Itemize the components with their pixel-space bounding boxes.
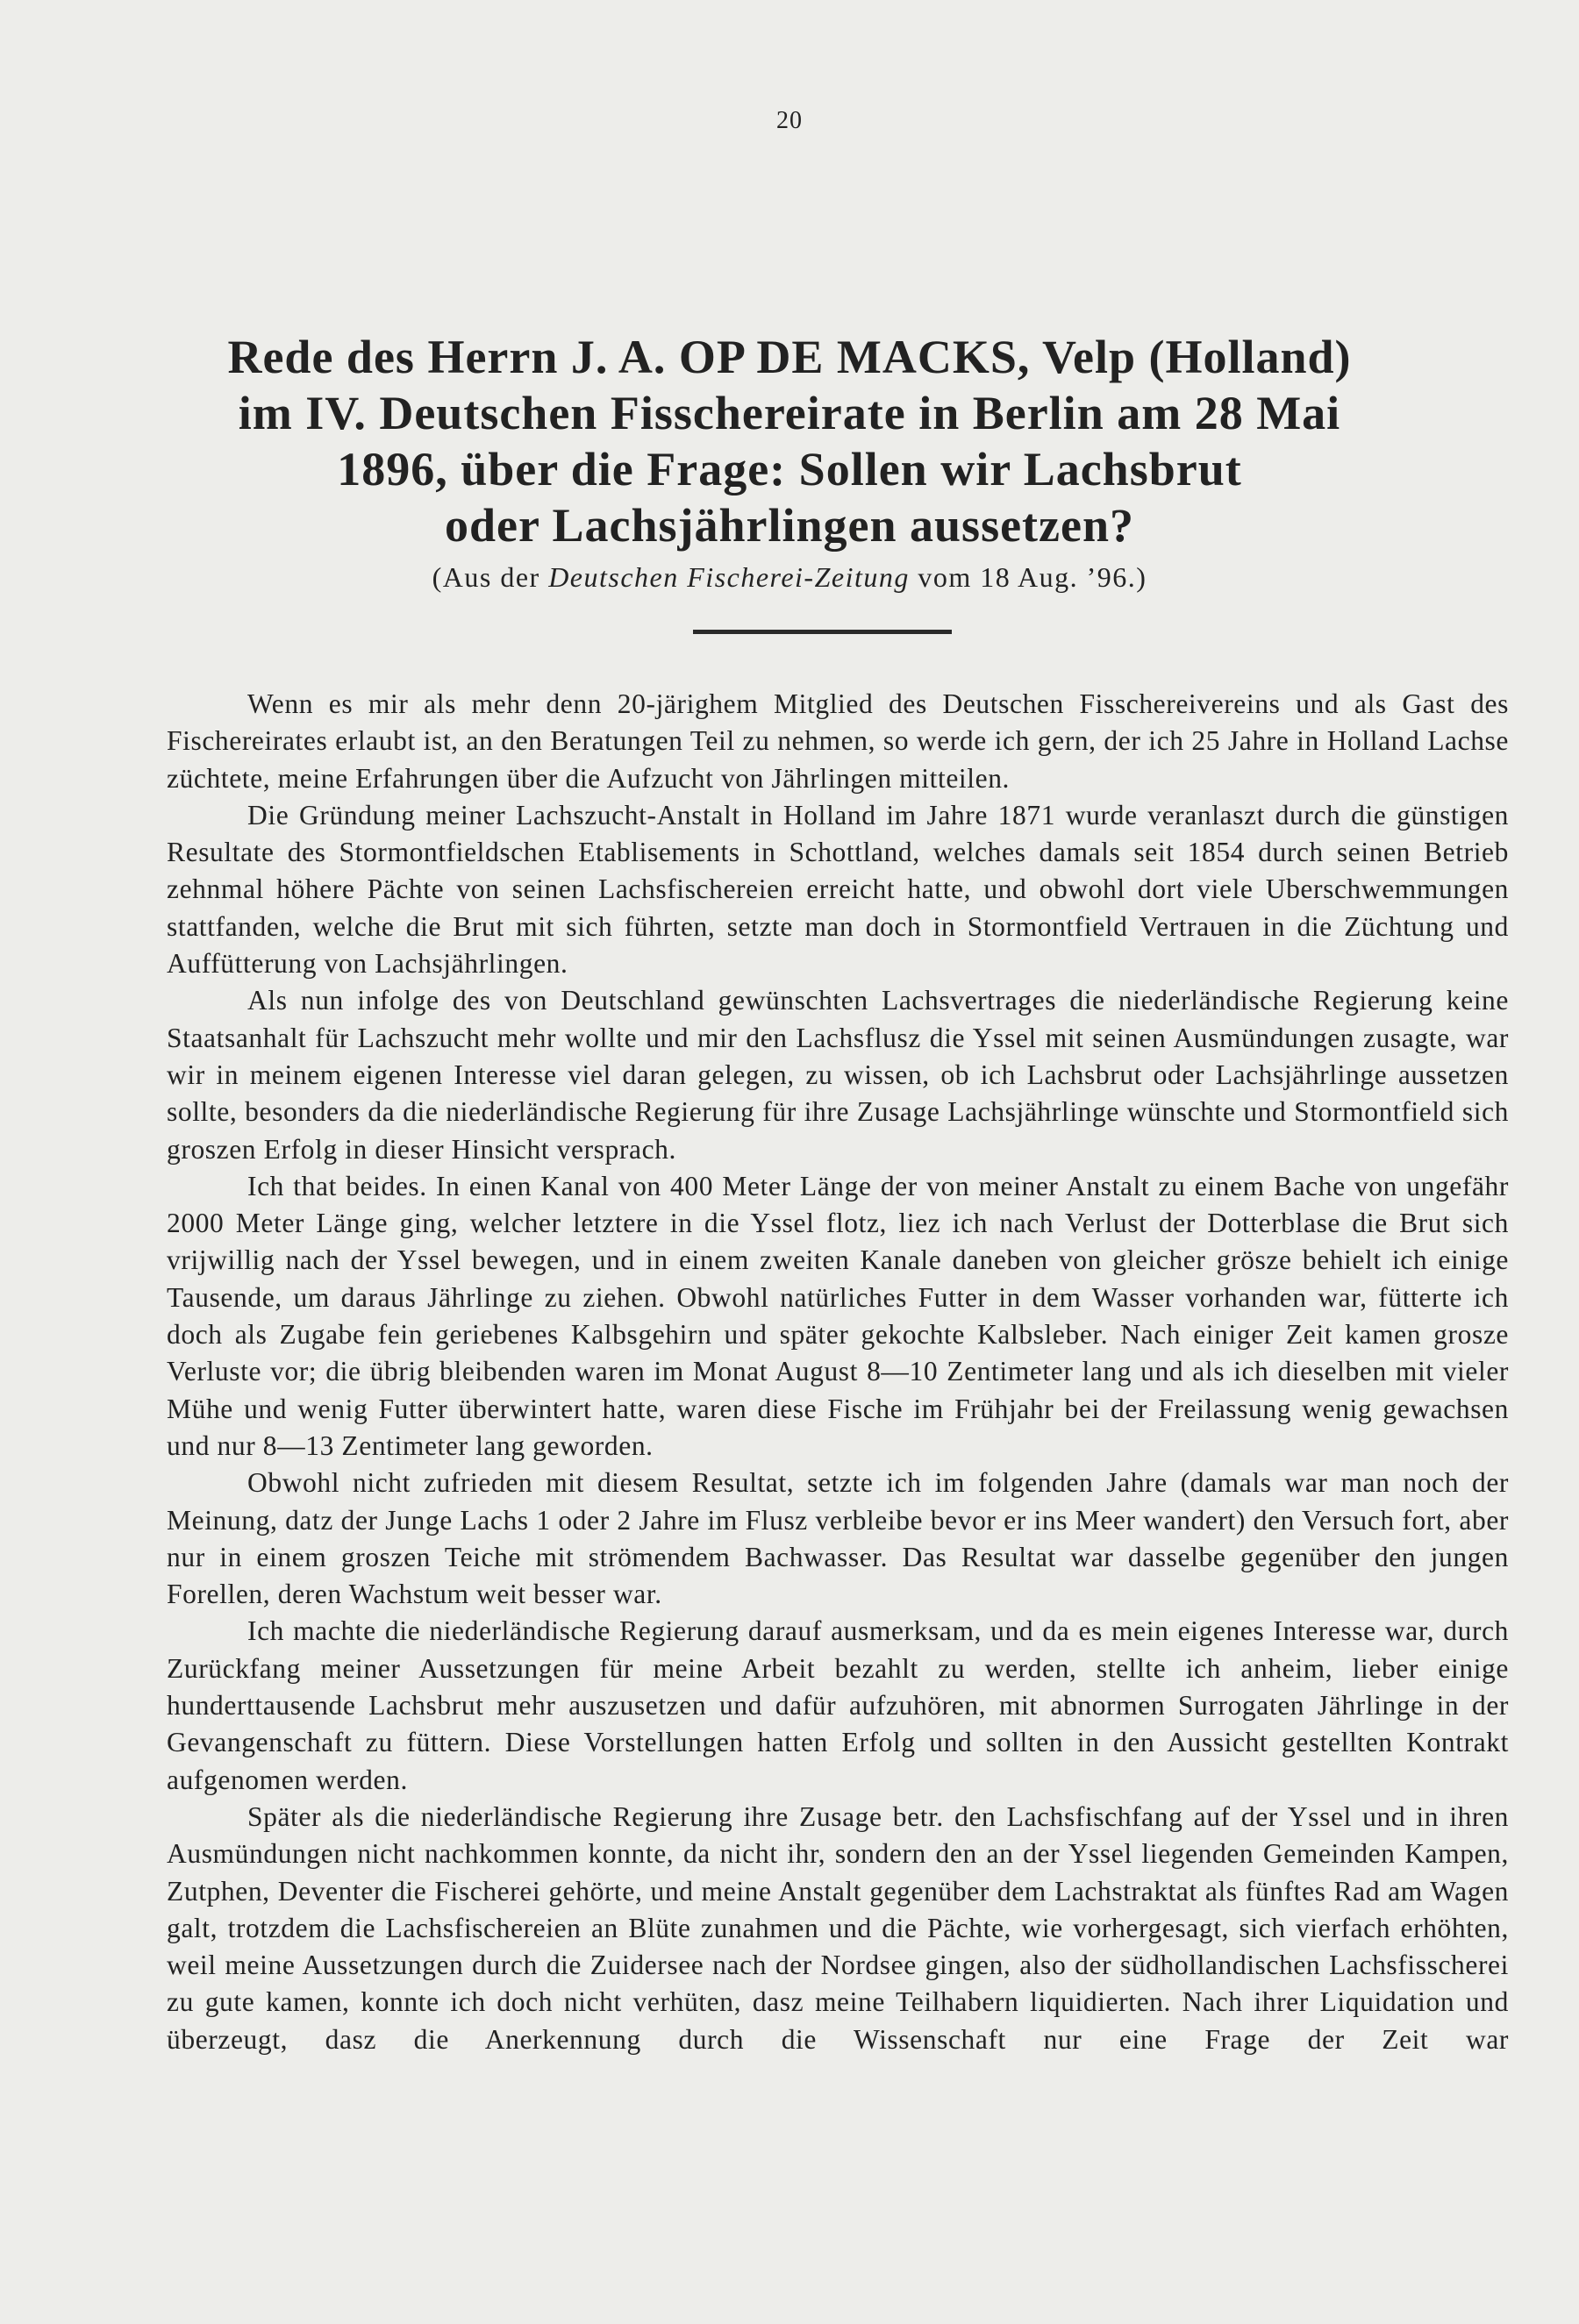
source-suffix: vom 18 Aug. ’96.): [918, 561, 1147, 593]
source-citation: [0, 561, 1579, 594]
paragraph: Die Gründung meiner Lachszucht-Anstalt in Holland im Jahre 1871 wurde veranlaszt durch die günstigen Resultate des Stormontfieldschen Etablisements in Schottland, welches damals seit 1854 durch seinen Betrieb zehnmal höhere Pächte von seinen Lachsfischereien erreicht hatte, und obwohl dort viele Uberschwemmungen stattfanden, welche die Brut mit sich führten, setzte man doch in Stormontfield Vertrauen in die Züchtung und Auffütterung von Lachsjährlingen.: [167, 799, 1509, 980]
title-line: Rede des Herrn J. A. OP DE MACKS, Velp (Holland): [227, 331, 1352, 383]
title-divider: [693, 630, 952, 634]
page-title: [149, 329, 1430, 553]
paragraph: Wenn es mir als mehr denn 20-järighem Mitglied des Deutschen Fisschereivereins und als Gast des Fischereirates erlaubt ist, an den Beratungen Teil zu nehmen, so werde ich gern, der ich 25 Jahre in Holland Lachse züchtete, meine Erfahrungen über die Aufzucht von Jährlingen mitteilen.: [167, 688, 1509, 794]
title-line: 1896, über die Frage: Sollen wir Lachsbrut: [337, 443, 1242, 495]
paragraph: Später als die niederländische Regierung ihre Zusage betr. den Lachsfischfang auf der Yssel und in ihren Ausmündungen nicht nachkommen konnte, da nicht ihr, sondern den an der Yssel liegenden Gemeinden Kampen, Zutphen, Deventer die Fischerei gehörte, und meine Anstalt gegenüber dem Lachstraktat als fünftes Rad am Wagen galt, trotzdem die Lachsfischereien an Blüte zunahmen und die Pächte, wie vorhergesagt, sich vierfach erhöhten, weil meine Aussetzungen durch die Zuidersee nach der Nordsee gingen, also der südhollandischen Lachsfisscherei zu gute kamen, konnte ich doch nicht verhüten, dasz meine Teilhabern liquidierten. Nach ihrer Liquidation und überzeugt, dasz die Anerkennung durch die Wissenschaft nur eine Frage der Zeit war: [167, 1800, 1509, 2055]
source-publication: Deutschen Fischerei-Zeitung: [548, 561, 910, 593]
paragraph: Ich that beides. In einen Kanal von 400 Meter Länge der von meiner Anstalt zu einem Bache von ungefähr 2000 Meter Länge ging, welcher letztere in die Yssel flotz, liez ich nach Verlust der Dotterblase die Brut sich vrijwillig nach der Yssel bewegen, und in einem zweiten Kanale daneben von gleicher grösze behielt ich einige Tausende, um daraus Jährlinge zu ziehen. Obwohl natürliches Futter in dem Wasser vorhanden war, fütterte ich doch als Zugabe fein geriebenes Kalbsgehirn und später gekochte Kalbsleber. Nach einiger Zeit kamen grosze Verluste vor; die übrig bleibenden waren im Monat August 8—10 Zentimeter lang und als ich dieselben mit vieler Mühe und wenig Futter überwintert hatte, waren diese Fische im Frühjahr bei der Freilassung wenig gewachsen und nur 8—13 Zentimeter lang geworden.: [167, 1170, 1509, 1461]
paragraph: Obwohl nicht zufrieden mit diesem Resultat, setzte ich im folgenden Jahre (damals war man noch der Meinung, datz der Junge Lachs 1 oder 2 Jahre im Flusz verbleibe bevor er ins Meer wandert) den Versuch fort, aber nur in einem groszen Teiche mit strömendem Bachwasser. Das Resultat war dasselbe gegenüber den jungen Forellen, deren Wachstum weit besser war.: [167, 1467, 1509, 1610]
source-prefix: (Aus der: [432, 561, 540, 593]
paragraph: Als nun infolge des von Deutschland gewünschten Lachsvertrages die niederländische Regierung keine Staatsanhalt für Lachszucht mehr wollte und mir den Lachsflusz die Yssel mit seinen Ausmündungen zusagte, war wir in meinem eigenen Interesse viel daran gelegen, zu wissen, ob ich Lachsbrut oder Lachsjährlinge aussetzen sollte, besonders da die niederländische Regierung für ihre Zusage Lachsjährlinge wünschte und Stormontfield sich groszen Erfolg in dieser Hinsicht versprach.: [167, 985, 1509, 1165]
article-body: [167, 686, 1509, 2058]
paragraph: Ich machte die niederländische Regierung darauf ausmerksam, und da es mein eigenes Interesse war, durch Zurückfang meiner Aussetzungen für meine Arbeit bezahlt zu werden, stellte ich anheim, lieber einige hunderttausende Lachsbrut mehr auszusetzen und dafür aufzuhören, mit abnormen Surrogaten Jährlinge in der Gevangenschaft zu füttern. Diese Vorstellungen hatten Erfolg und sollten in den Aussicht gestellten Kontrakt aufgenomen werden.: [167, 1615, 1509, 1795]
title-line: oder Lachsjährlingen aussetzen?: [444, 499, 1135, 552]
page-number: 20: [776, 107, 803, 134]
title-line: im IV. Deutschen Fisschereirate in Berlin am 28 Mai: [238, 387, 1341, 439]
